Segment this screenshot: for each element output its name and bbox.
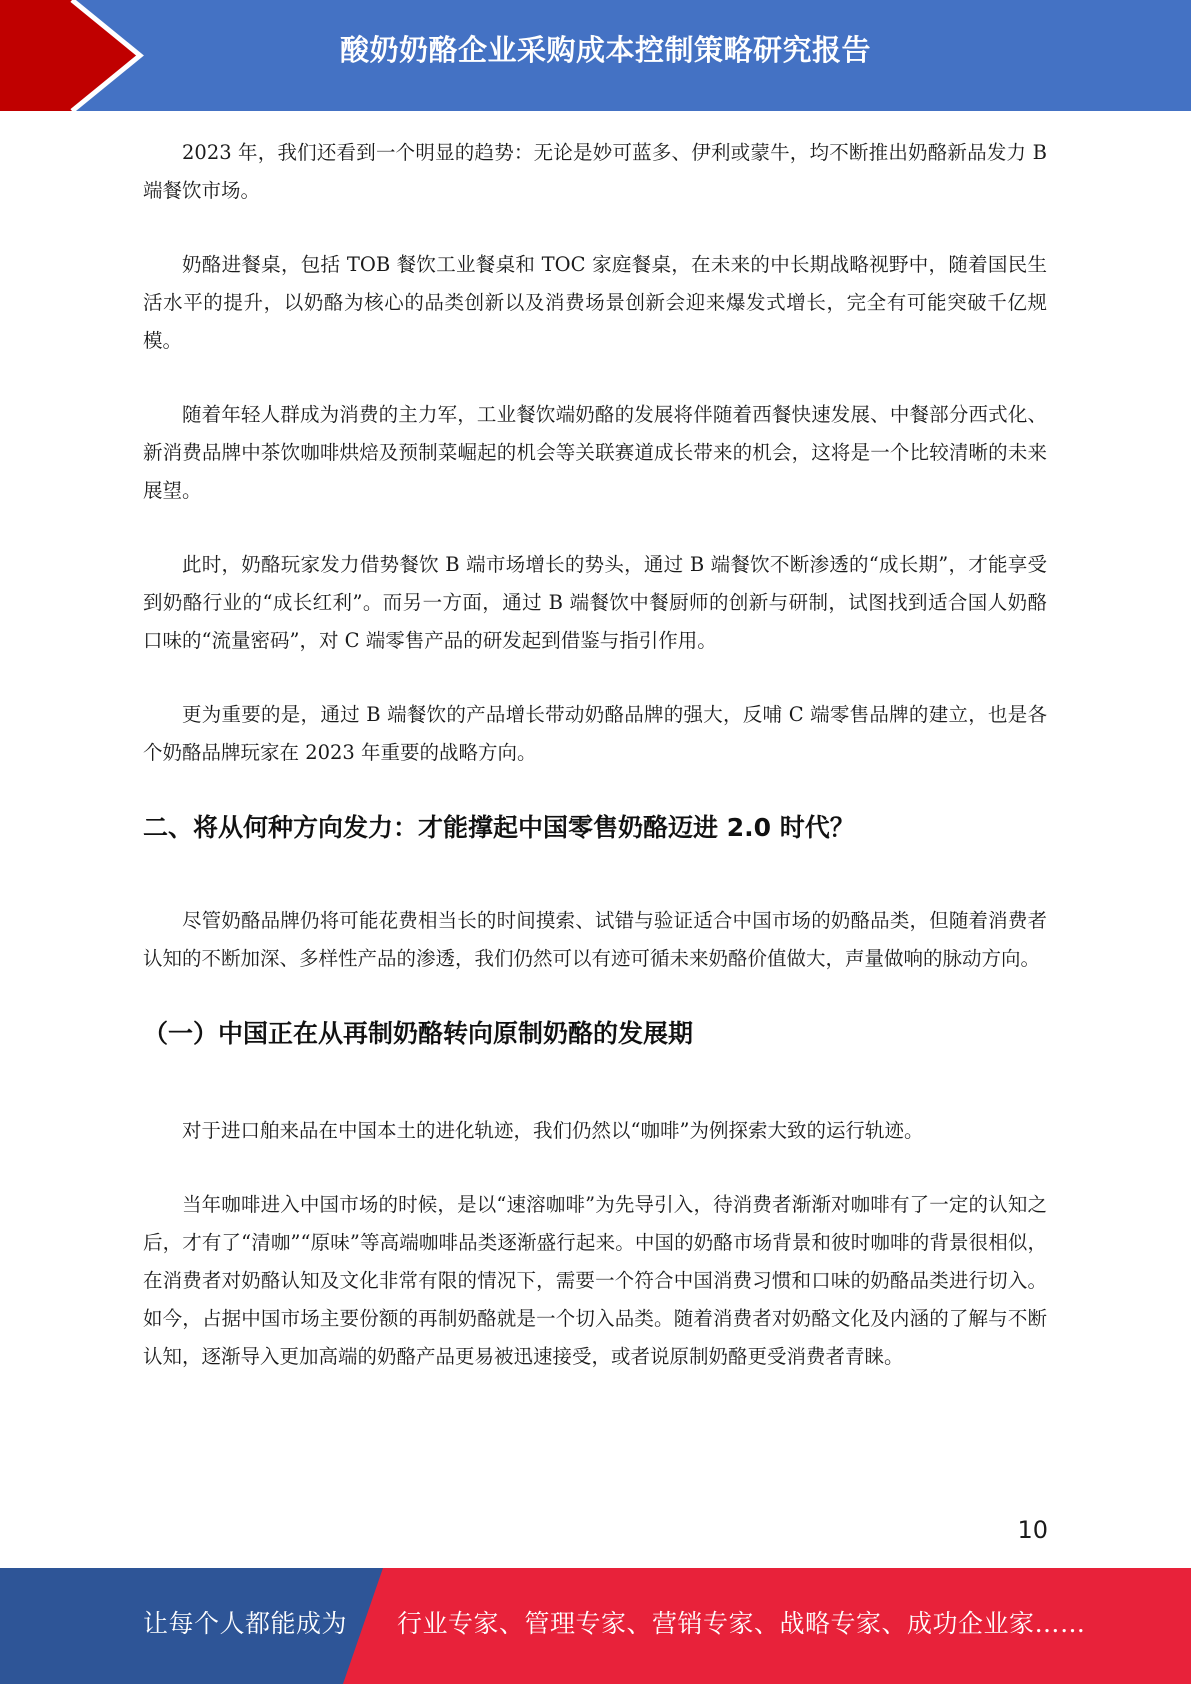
document-title: 酸奶奶酪企业采购成本控制策略研究报告 — [339, 33, 871, 67]
paragraph: 更为重要的是，通过 B 端餐饮的产品增长带动奶酪品牌的强大，反哺 C 端零售品牌的建立，也是各个奶酪品牌玩家在 2023 年重要的战略方向。 — [143, 703, 1047, 764]
paragraph: 当年咖啡进入中国市场的时候，是以“速溶咖啡”为先导引入，待消费者渐渐对咖啡有了一定的认知之后，才有了“清咖”“原味”等高端咖啡品类逐渐盛行起来。中国的奶酪市场背景和彼时咖啡的背景很相似，在消费者对奶酪认知及文化非常有限的情况下，需要一个符合中国消费习惯和口味的奶酪品类进行切入。如今，占据中国市场主要份额的再制奶酪就是一个切入品类。随着消费者对奶酪文化及内涵的了解与不断认知，逐渐导入更加高端的奶酪产品更易被迅速接受，或者说原制奶酪更受消费者青睐。 — [143, 1193, 1047, 1368]
paragraph: 2023 年，我们还看到一个明显的趋势：无论是妙可蓝多、伊利或蒙牛，均不断推出奶酪新品发力 B 端餐饮市场。 — [143, 141, 1047, 202]
page-number: 10 — [1017, 1516, 1048, 1544]
paragraph: 随着年轻人群成为消费的主力军，工业餐饮端奶酪的发展将伴随着西餐快速发展、中餐部分西式化、新消费品牌中茶饮咖啡烘焙及预制菜崛起的机会等关联赛道成长带来的机会，这将是一个比较清晰的未来展望。 — [143, 403, 1047, 502]
paragraph: 奶酪进餐桌，包括 TOB 餐饮工业餐桌和 TOC 家庭餐桌，在未来的中长期战略视野中，随着国民生活水平的提升，以奶酪为核心的品类创新以及消费场景创新会迎来爆发式增长，完全有可能突破千亿规模。 — [143, 253, 1047, 352]
footer-slogan-right: 行业专家、管理专家、营销专家、战略专家、成功企业家…… — [397, 1609, 1086, 1638]
paragraph: 对于进口舶来品在中国本土的进化轨迹，我们仍然以“咖啡”为例探索大致的运行轨迹。 — [182, 1119, 924, 1142]
header-banner — [0, 0, 1191, 111]
main-content — [143, 134, 1047, 1412]
footer-banner — [0, 1568, 1191, 1684]
footer-slogan-left: 让每个人都能成为 — [143, 1609, 348, 1638]
paragraph: 此时，奶酪玩家发力借势餐饮 B 端市场增长的势头，通过 B 端餐饮不断渗透的“成长期”，才能享受到奶酪行业的“成长红利”。而另一方面，通过 B 端餐饮中餐厨师的创新与研制，试图找到适合国人奶酪口味的“流量密码”，对 C 端零售产品的研发起到借鉴与指引作用。 — [143, 553, 1047, 652]
subsection-heading: （一）中国正在从再制奶酪转向原制奶酪的发展期 — [143, 1019, 694, 1048]
section-heading: 二、将从何种方向发力：才能撑起中国零售奶酪迈进 2.0 时代？ — [143, 813, 855, 842]
paragraph: 尽管奶酪品牌仍将可能花费相当长的时间摸索、试错与验证适合中国市场的奶酪品类，但随着消费者认知的不断加深、多样性产品的渗透，我们仍然可以有迹可循未来奶酪价值做大，声量做响的脉动方向。 — [143, 909, 1047, 970]
